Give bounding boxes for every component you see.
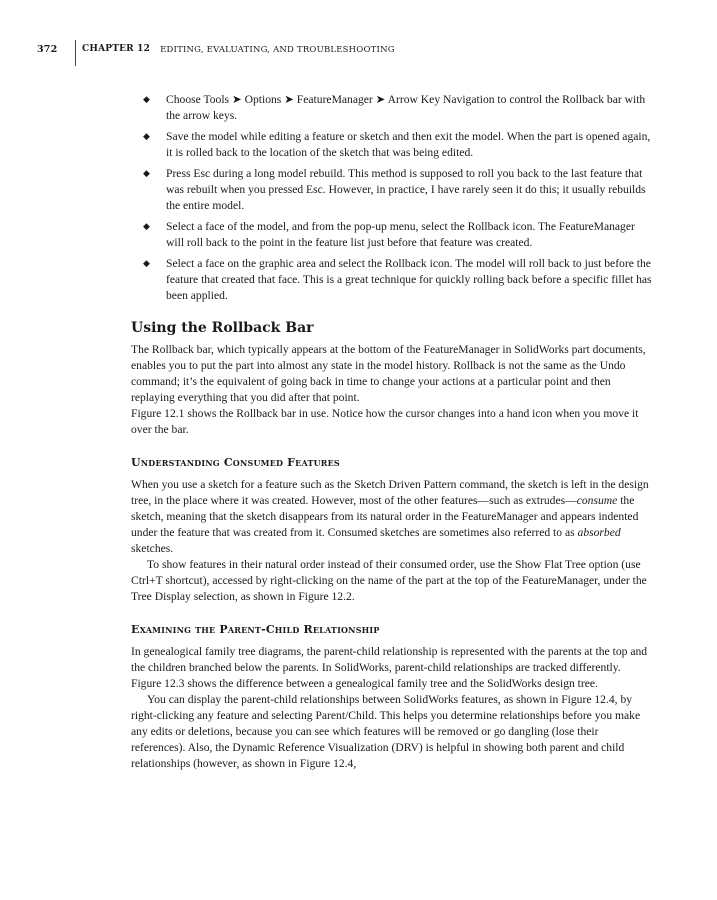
section-heading-rollback-bar: Using the Rollback Bar	[131, 320, 314, 337]
list-item	[131, 129, 652, 160]
list-item	[131, 219, 652, 250]
emphasis-text: consume	[576, 494, 618, 508]
text-run: sketches.	[131, 542, 174, 556]
diamond-bullet-icon: ◆	[143, 221, 150, 232]
paragraph	[131, 477, 652, 557]
emphasis-text: absorbed	[577, 526, 621, 540]
diamond-bullet-icon: ◆	[143, 258, 150, 269]
list-item-text: Select a face on the graphic area and select the Rollback icon. The model will roll back to just before the feature that created that face. This is a great technique for quickly rolling back before a specific fillet has been applied.	[166, 257, 652, 302]
list-item-text: Save the model while editing a feature or sketch and then exit the model. When the part is opened again, it is rolled back to the location of the sketch that was being edited.	[166, 130, 651, 159]
paragraph: To show features in their natural order instead of their consumed order, use the Show Flat Tree option (use Ctrl+T shortcut), accessed by right-clicking on the name of the part at the top of the FeatureManager, under the Tree Display selection, as shown in Figure 12.2.	[131, 558, 647, 604]
paragraph: The Rollback bar, which typically appears at the bottom of the FeatureManager in SolidWorks part documents, enables you to put the part into almost any state in the model history. Rollback is not the same as the Undo command; it’s the equivalent of going back in time to change your actions at a particular point and then replaying everything that you did after that point.	[131, 343, 646, 405]
bullet-list	[131, 92, 652, 303]
running-head	[37, 40, 395, 66]
text-run: When you use a sketch for a feature such as the Sketch Driven Pattern command, the sketch is left in the design tree, in the place where it was created. However, most of the other features—such as extrudes—	[131, 478, 649, 508]
text-run: the sketch, meaning that the sketch disappears from its natural order in the FeatureManager and appears indented under the feature that was created from it. Consumed sketches are sometimes also referred to as	[131, 494, 639, 540]
page-number: 372	[37, 44, 58, 55]
page-body	[131, 92, 652, 772]
subsection-heading-parent-child: Examining the Parent-Child Relationship	[131, 623, 380, 637]
list-item	[131, 166, 652, 213]
list-item	[131, 256, 652, 303]
diamond-bullet-icon: ◆	[143, 131, 150, 142]
paragraph: You can display the parent-child relationships between SolidWorks features, as shown in Figure 12.4, by right-clicking any feature and selecting Parent/Child. This helps you determine relationships before you make any edits or deletions, because you can see which features will be removed or go dangling (lose their references). Also, the Dynamic Reference Visualization (DRV) is helpful in showing both parent and child relationships (however, as shown in Figure 12.4,	[131, 693, 641, 771]
diamond-bullet-icon: ◆	[143, 94, 150, 104]
list-item	[131, 92, 652, 123]
chapter-title: EDITING, EVALUATING, AND TROUBLESHOOTING	[160, 44, 395, 55]
chapter-label: CHAPTER 12	[82, 44, 151, 54]
list-item-text: Choose Tools ➤ Options ➤ FeatureManager ➤ Arrow Key Navigation to control the Rollback bar with the arrow keys.	[166, 93, 646, 122]
list-item-text: Select a face of the model, and from the pop-up menu, select the Rollback icon. The FeatureManager will roll back to the point in the feature list just before that feature was created.	[166, 220, 635, 249]
paragraph: Figure 12.1 shows the Rollback bar in use. Notice how the cursor changes into a hand icon when you move it over the bar.	[131, 407, 639, 437]
header-divider	[75, 40, 76, 66]
subsection-heading-consumed-features: Understanding Consumed Features	[131, 456, 340, 470]
paragraph: In genealogical family tree diagrams, the parent-child relationship is represented with the parents at the top and the children branched below the parents. In SolidWorks, parent-child relationships are tracked differently. Figure 12.3 shows the difference between a genealogical family tree and the SolidWorks design tree.	[131, 645, 648, 691]
list-item-text: Press Esc during a long model rebuild. This method is supposed to roll you back to the last feature that was rebuilt when you pressed Esc. However, in practice, I have rarely seen it do this; it usually rebuilds the entire model.	[166, 167, 646, 212]
diamond-bullet-icon: ◆	[143, 168, 150, 179]
